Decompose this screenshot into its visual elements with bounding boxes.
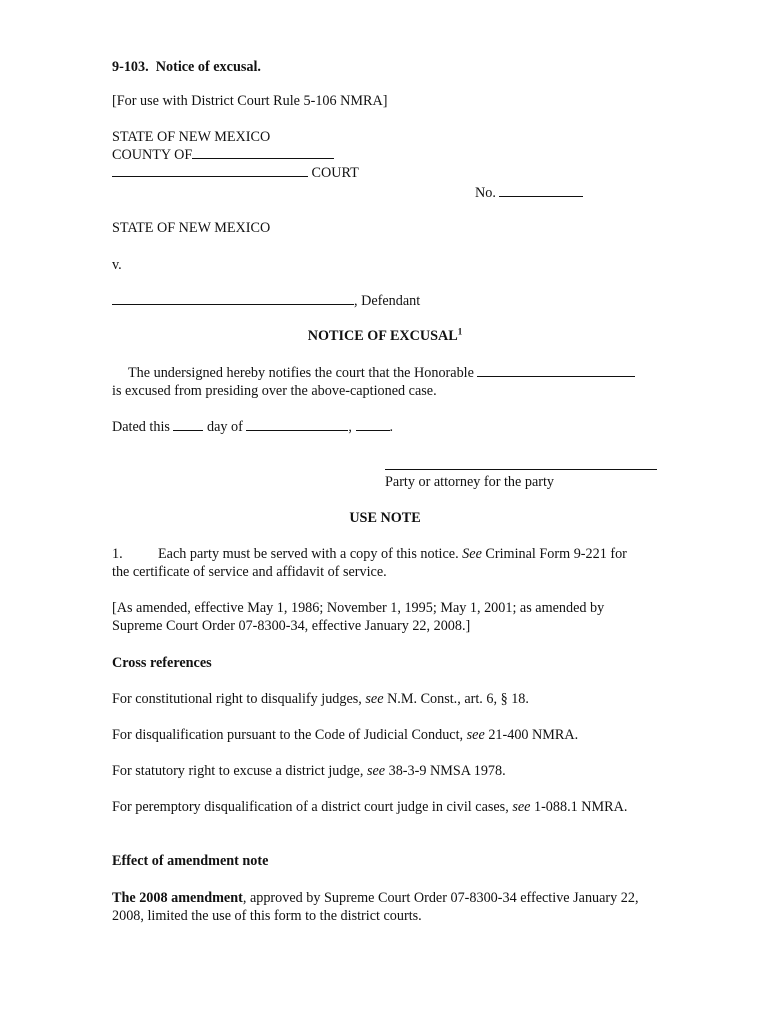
- notice-line-1: [128, 364, 635, 382]
- caption-court: [112, 164, 359, 182]
- cross-ref-citation: 38-3-9 NMSA 1978.: [388, 763, 506, 779]
- use-note-item-number: 1.: [112, 546, 123, 562]
- court-label: COURT: [311, 165, 359, 181]
- cross-ref-citation: 21-400 NMRA.: [488, 727, 579, 743]
- cross-ref-text: For disqualification pursuant to the Code of Judicial Conduct,: [112, 727, 464, 743]
- use-note-item-line-1: [158, 545, 627, 563]
- use-note-see: See: [462, 546, 482, 562]
- use-note-item-text-b: Criminal Form 9-221 for: [485, 546, 627, 562]
- cross-reference-item: [112, 762, 506, 780]
- notice-line-2: is excused from presiding over the above-captioned case.: [112, 383, 437, 399]
- rule-heading: [112, 58, 261, 76]
- dated-line: [112, 418, 393, 436]
- cross-ref-text: For peremptory disqualification of a district court judge in civil cases,: [112, 799, 509, 815]
- day-of-label: day of: [207, 419, 243, 435]
- caption-state: STATE OF NEW MEXICO: [112, 129, 271, 145]
- case-number: [475, 184, 583, 202]
- signature-line[interactable]: [385, 469, 657, 470]
- county-label: COUNTY OF: [112, 147, 193, 163]
- signature-label: Party or attorney for the party: [385, 474, 555, 490]
- use-note-item-line-2: the certificate of service and affidavit of service.: [112, 564, 387, 580]
- cross-ref-citation: N.M. Const., art. 6, § 18.: [387, 691, 529, 707]
- defendant-label: , Defendant: [354, 293, 421, 309]
- rule-number: 9-103.: [112, 59, 149, 75]
- notice-title-text: NOTICE OF EXCUSAL: [307, 328, 458, 344]
- date-comma: ,: [348, 419, 352, 435]
- year-blank[interactable]: [356, 418, 390, 431]
- date-period: .: [389, 419, 394, 435]
- cross-references-heading: Cross references: [112, 655, 212, 671]
- day-blank[interactable]: [173, 418, 203, 431]
- defendant-line: [112, 292, 420, 310]
- cross-ref-see: see: [466, 727, 485, 743]
- rule-title: Notice of excusal.: [155, 59, 261, 75]
- notice-title: [0, 327, 770, 345]
- use-with-note: [For use with District Court Rule 5-106 NMRA]: [112, 93, 388, 109]
- cross-reference-item: [112, 798, 627, 816]
- use-note-heading: USE NOTE: [349, 510, 421, 526]
- cross-ref-text: For constitutional right to disqualify judges,: [112, 691, 362, 707]
- amendment-note-heading: Effect of amendment note: [112, 853, 269, 869]
- amendment-note-lead: The 2008 amendment: [112, 890, 243, 906]
- use-note-item-text-a: Each party must be served with a copy of this notice.: [158, 546, 459, 562]
- cross-ref-see: see: [365, 691, 384, 707]
- case-no-label: No.: [475, 185, 496, 201]
- case-no-blank[interactable]: [499, 184, 583, 197]
- notice-line-1-text: The undersigned hereby notifies the court that the Honorable: [128, 365, 474, 381]
- defendant-blank[interactable]: [112, 292, 354, 305]
- amendment-note-line-1: [112, 889, 639, 907]
- amendment-note-rest: , approved by Supreme Court Order 07-8300-34 effective January 22,: [242, 890, 639, 906]
- footnote-mark: 1: [457, 326, 463, 337]
- court-blank[interactable]: [112, 164, 308, 177]
- cross-ref-see: see: [366, 763, 386, 779]
- caption-county: [112, 146, 334, 164]
- cross-ref-text: For statutory right to excuse a district judge,: [112, 763, 364, 779]
- plaintiff: STATE OF NEW MEXICO: [112, 220, 271, 236]
- judge-name-blank[interactable]: [477, 364, 635, 377]
- cross-ref-see: see: [512, 799, 531, 815]
- dated-this-label: Dated this: [112, 419, 170, 435]
- cross-reference-item: [112, 726, 578, 744]
- cross-reference-item: [112, 690, 529, 708]
- month-blank[interactable]: [246, 418, 348, 431]
- county-blank[interactable]: [192, 146, 334, 159]
- versus: v.: [112, 257, 122, 273]
- amended-line-2: Supreme Court Order 07-8300-34, effective January 22, 2008.]: [112, 618, 471, 634]
- cross-ref-citation: 1-088.1 NMRA.: [533, 799, 628, 815]
- amended-line-1: [As amended, effective May 1, 1986; November 1, 1995; May 1, 2001; as amended by: [112, 600, 605, 616]
- amendment-note-line-2: 2008, limited the use of this form to the district courts.: [112, 908, 422, 924]
